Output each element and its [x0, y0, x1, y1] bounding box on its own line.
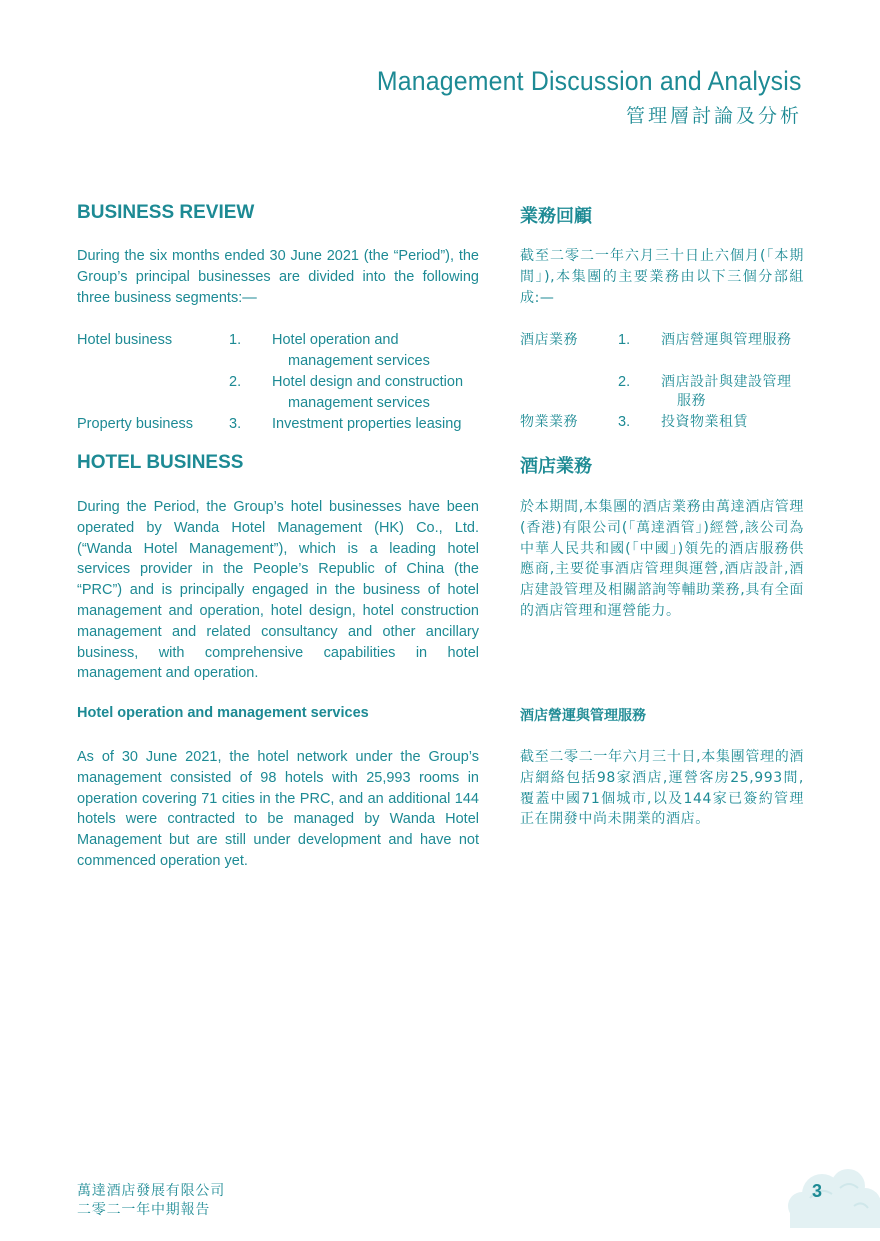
- segment-item2-line1-en: Hotel design and construction: [272, 374, 464, 390]
- hotel-operation-heading-zh: 酒店營運與管理服務: [520, 708, 646, 724]
- hotel-business-body-en: During the Period, the Group’s hotel businesses have been operated by Wanda Hotel Management (HK) Co., Ltd. (“Wanda Hotel Management”), which is a leading hotel services provider in the People’s Republic of China (the “PRC”) and is principally engaged in the business of hotel management and operation, hotel design, hotel construction management and related consultancy and other ancillary business, with comprehensive capabilities in hotel management and operation.: [77, 499, 479, 682]
- segment-item1-line2-en: management services: [288, 353, 430, 369]
- segment-item2-line1-zh: 酒店設計與建設管理: [661, 374, 792, 390]
- footer-company-name: 萬達酒店發展有限公司: [77, 1183, 225, 1199]
- page-header-title-en: Management Discussion and Analysis: [377, 66, 802, 96]
- segment-hotel-business-zh: 酒店業務: [520, 332, 578, 348]
- segment-item1-line1-zh: 酒店營運與管理服務: [661, 332, 792, 348]
- footer-report-name: 二零二一年中期報告: [77, 1202, 211, 1218]
- hotel-operation-body-zh: 截至二零二一年六月三十日,本集團管理的酒店網絡包括98家酒店,運營客房25,993間,覆蓋中國71個城市,以及144家已簽約管理正在開發中尚未開業的酒店。: [520, 749, 804, 828]
- segment-item3-num-zh: 3.: [618, 414, 631, 430]
- page-number: 3: [812, 1181, 823, 1201]
- cloud-ornament-icon: [770, 1158, 880, 1228]
- hotel-business-body-zh-block: [520, 497, 804, 622]
- hotel-business-heading-en: HOTEL BUSINESS: [77, 452, 244, 473]
- segment-property-business-zh: 物業業務: [520, 414, 578, 430]
- business-review-heading-zh: 業務回顧: [520, 206, 592, 227]
- hotel-operation-body-en: As of 30 June 2021, the hotel network under the Group’s management consisted of 98 hotels with 25,993 rooms in operation covering 71 cities in the PRC, and an additional 144 hotels were contracted to be managed by Wanda Hotel Management but are still under development and have not commenced operation yet.: [77, 749, 479, 869]
- segment-item1-num-zh: 1.: [618, 332, 631, 348]
- segment-item1-num-en: 1.: [229, 332, 242, 348]
- hotel-business-body-zh: 於本期間,本集團的酒店業務由萬達酒店管理(香港)有限公司(「萬達酒管」)經營,該公司為中華人民共和國(「中國」)領先的酒店服務供應商,主要從事酒店管理與運營,酒店設計,酒店建設管理及相關諮詢等輔助業務,具有全面的酒店管理和運營能力。: [520, 499, 804, 619]
- hotel-operation-heading-en: Hotel operation and management services: [77, 705, 369, 721]
- segment-item2-num-en: 2.: [229, 374, 242, 390]
- segment-hotel-business-en: Hotel business: [77, 332, 173, 348]
- segment-item2-line2-zh: 服務: [677, 393, 706, 409]
- segment-item3-num-en: 3.: [229, 416, 242, 432]
- page-header-title-zh: 管理層討論及分析: [625, 105, 802, 127]
- segment-property-business-en: Property business: [77, 416, 194, 432]
- business-review-heading-en: BUSINESS REVIEW: [77, 202, 255, 223]
- business-review-intro-zh: 截至二零二一年六月三十日止六個月(「本期間」),本集團的主要業務由以下三個分部組成:—: [520, 248, 804, 306]
- hotel-business-heading-zh: 酒店業務: [520, 456, 592, 477]
- hotel-operation-body-zh-block: [520, 747, 804, 830]
- hotel-operation-body-en-block: [77, 747, 479, 872]
- business-review-intro-zh-block: [520, 246, 804, 308]
- business-review-intro-en-block: [77, 246, 479, 308]
- segment-item2-line2-en: management services: [288, 395, 430, 411]
- segment-item3-line1-zh: 投資物業租賃: [661, 414, 748, 430]
- segment-item1-line1-en: Hotel operation and: [272, 332, 399, 348]
- segment-item2-num-zh: 2.: [618, 374, 631, 390]
- segment-item3-line1-en: Investment properties leasing: [272, 416, 462, 432]
- hotel-business-body-en-block: [77, 497, 479, 684]
- business-review-intro-en: During the six months ended 30 June 2021 (the “Period”), the Group’s principal businesses are divided into the following three business segments:—: [77, 248, 479, 306]
